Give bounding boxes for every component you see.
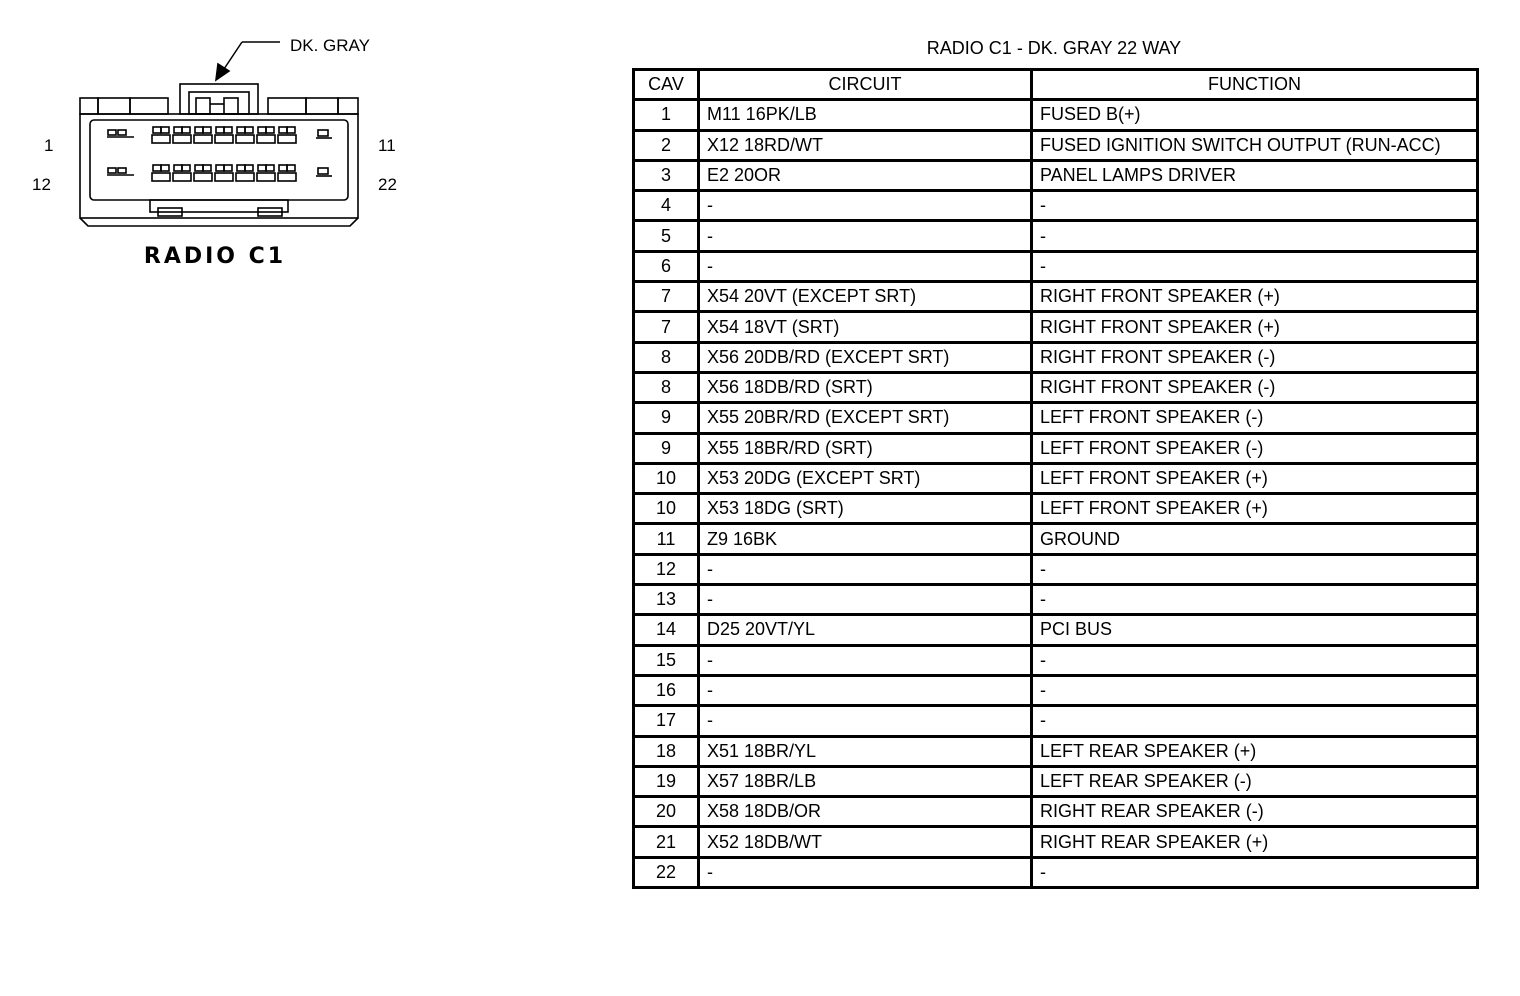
table-row — [634, 585, 1478, 615]
function-cell: - — [1032, 191, 1478, 221]
column-header-circuit: CIRCUIT — [699, 70, 1032, 100]
column-header-cav: CAV — [634, 70, 699, 100]
terminal-cavity — [194, 127, 212, 143]
cav-cell: 20 — [634, 797, 699, 827]
terminal-cavity — [278, 127, 296, 143]
pinout-table — [632, 68, 1479, 889]
terminal-cavity — [194, 165, 212, 181]
table-row — [634, 372, 1478, 402]
table-row — [634, 645, 1478, 675]
table-row — [634, 766, 1478, 796]
circuit-cell: - — [699, 221, 1032, 251]
function-cell: PCI BUS — [1032, 615, 1478, 645]
table-row — [634, 494, 1478, 524]
function-cell: LEFT FRONT SPEAKER (+) — [1032, 463, 1478, 493]
function-cell: RIGHT FRONT SPEAKER (-) — [1032, 372, 1478, 402]
function-cell: - — [1032, 585, 1478, 615]
terminal-cavity — [257, 165, 275, 181]
table-row — [634, 282, 1478, 312]
table-row — [634, 524, 1478, 554]
pin-label-1: 1 — [44, 136, 54, 155]
function-cell: - — [1032, 675, 1478, 705]
terminal-cavity — [152, 165, 170, 181]
circuit-cell: X54 20VT (EXCEPT SRT) — [699, 282, 1032, 312]
cav-cell: 15 — [634, 645, 699, 675]
terminal-cavity — [173, 165, 191, 181]
table-row — [634, 100, 1478, 130]
terminal-cavity — [278, 165, 296, 181]
table-row — [634, 615, 1478, 645]
circuit-cell: Z9 16BK — [699, 524, 1032, 554]
cav-cell: 19 — [634, 766, 699, 796]
function-cell: RIGHT REAR SPEAKER (+) — [1032, 827, 1478, 857]
connector-title: RADIO C1 — [143, 244, 287, 269]
function-cell: - — [1032, 645, 1478, 675]
table-row — [634, 251, 1478, 281]
table-row — [634, 675, 1478, 705]
circuit-cell: - — [699, 554, 1032, 584]
terminal-cavity — [236, 127, 254, 143]
cav-cell: 7 — [634, 312, 699, 342]
circuit-cell: - — [699, 251, 1032, 281]
cav-cell: 9 — [634, 403, 699, 433]
function-cell: RIGHT REAR SPEAKER (-) — [1032, 797, 1478, 827]
table-title: RADIO C1 - DK. GRAY 22 WAY — [926, 38, 1182, 58]
circuit-cell: X56 20DB/RD (EXCEPT SRT) — [699, 342, 1032, 372]
cav-cell: 1 — [634, 100, 699, 130]
cav-cell: 16 — [634, 675, 699, 705]
circuit-cell: X12 18RD/WT — [699, 130, 1032, 160]
color-callout: DK. GRAY — [290, 36, 370, 55]
circuit-cell: - — [699, 706, 1032, 736]
pin-label-12: 12 — [32, 175, 51, 194]
cav-cell: 3 — [634, 160, 699, 190]
function-cell: RIGHT FRONT SPEAKER (+) — [1032, 312, 1478, 342]
circuit-cell: X54 18VT (SRT) — [699, 312, 1032, 342]
cav-cell: 8 — [634, 342, 699, 372]
circuit-cell: D25 20VT/YL — [699, 615, 1032, 645]
function-cell: LEFT FRONT SPEAKER (-) — [1032, 403, 1478, 433]
table-row — [634, 706, 1478, 736]
cav-cell: 22 — [634, 857, 699, 887]
circuit-cell: - — [699, 191, 1032, 221]
function-cell: FUSED IGNITION SWITCH OUTPUT (RUN-ACC) — [1032, 130, 1478, 160]
circuit-cell: X56 18DB/RD (SRT) — [699, 372, 1032, 402]
circuit-cell: X58 18DB/OR — [699, 797, 1032, 827]
circuit-cell: X53 20DG (EXCEPT SRT) — [699, 463, 1032, 493]
terminal-cavity — [236, 165, 254, 181]
cav-cell: 9 — [634, 433, 699, 463]
cav-cell: 17 — [634, 706, 699, 736]
circuit-cell: - — [699, 857, 1032, 887]
function-cell: - — [1032, 554, 1478, 584]
function-cell: RIGHT FRONT SPEAKER (-) — [1032, 342, 1478, 372]
cav-cell: 7 — [634, 282, 699, 312]
terminal-cavity — [215, 127, 233, 143]
function-cell: RIGHT FRONT SPEAKER (+) — [1032, 282, 1478, 312]
circuit-cell: X55 20BR/RD (EXCEPT SRT) — [699, 403, 1032, 433]
function-cell: - — [1032, 706, 1478, 736]
pinout-table-body — [634, 100, 1478, 888]
function-cell: - — [1032, 251, 1478, 281]
function-cell: GROUND — [1032, 524, 1478, 554]
circuit-cell: E2 20OR — [699, 160, 1032, 190]
terminal-cavity — [152, 127, 170, 143]
table-row — [634, 857, 1478, 887]
cav-cell: 6 — [634, 251, 699, 281]
table-row — [634, 221, 1478, 251]
function-cell: LEFT FRONT SPEAKER (-) — [1032, 433, 1478, 463]
cav-cell: 21 — [634, 827, 699, 857]
circuit-cell: X52 18DB/WT — [699, 827, 1032, 857]
circuit-cell: X57 18BR/LB — [699, 766, 1032, 796]
table-row — [634, 797, 1478, 827]
table-row — [634, 827, 1478, 857]
terminal-cavity — [173, 127, 191, 143]
circuit-cell: - — [699, 645, 1032, 675]
cav-cell: 4 — [634, 191, 699, 221]
column-header-function: FUNCTION — [1032, 70, 1478, 100]
cav-cell: 2 — [634, 130, 699, 160]
table-row — [634, 403, 1478, 433]
circuit-cell: X55 18BR/RD (SRT) — [699, 433, 1032, 463]
cav-cell: 5 — [634, 221, 699, 251]
cav-cell: 12 — [634, 554, 699, 584]
function-cell: PANEL LAMPS DRIVER — [1032, 160, 1478, 190]
table-row — [634, 736, 1478, 766]
circuit-cell: X53 18DG (SRT) — [699, 494, 1032, 524]
connector-diagram — [0, 0, 600, 300]
cav-cell: 8 — [634, 372, 699, 402]
circuit-cell: - — [699, 585, 1032, 615]
circuit-cell: M11 16PK/LB — [699, 100, 1032, 130]
function-cell: - — [1032, 857, 1478, 887]
pin-label-22: 22 — [378, 175, 397, 194]
circuit-cell: - — [699, 675, 1032, 705]
cav-cell: 18 — [634, 736, 699, 766]
cav-cell: 11 — [634, 524, 699, 554]
function-cell: FUSED B(+) — [1032, 100, 1478, 130]
table-header-row — [634, 70, 1478, 100]
pin-label-11: 11 — [378, 136, 396, 155]
table-row — [634, 130, 1478, 160]
table-row — [634, 554, 1478, 584]
table-row — [634, 191, 1478, 221]
table-row — [634, 160, 1478, 190]
cav-cell: 10 — [634, 494, 699, 524]
function-cell: LEFT FRONT SPEAKER (+) — [1032, 494, 1478, 524]
terminal-cavity — [257, 127, 275, 143]
function-cell: - — [1032, 221, 1478, 251]
cav-cell: 14 — [634, 615, 699, 645]
table-row — [634, 312, 1478, 342]
table-row — [634, 433, 1478, 463]
table-row — [634, 342, 1478, 372]
circuit-cell: X51 18BR/YL — [699, 736, 1032, 766]
cav-cell: 10 — [634, 463, 699, 493]
cav-cell: 13 — [634, 585, 699, 615]
table-row — [634, 463, 1478, 493]
terminal-cavity — [215, 165, 233, 181]
function-cell: LEFT REAR SPEAKER (-) — [1032, 766, 1478, 796]
function-cell: LEFT REAR SPEAKER (+) — [1032, 736, 1478, 766]
